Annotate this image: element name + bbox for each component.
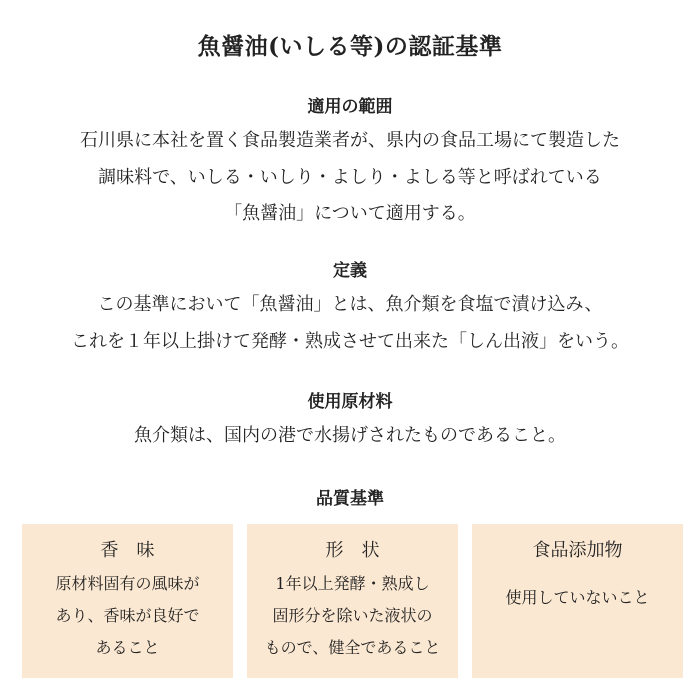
quality-box-line: 原材料固有の風味が bbox=[55, 574, 200, 593]
scope-text-line: 「魚醤油」について適用する。 bbox=[224, 203, 476, 224]
definition-text-line: これを１年以上掛けて発酵・熟成させて出来た「しん出液」をいう。 bbox=[71, 330, 629, 352]
quality-box-line: 固形分を除いた液状の bbox=[272, 606, 433, 625]
scope-text-line: 石川県に本社を置く食品製造業者が、県内の食品工場にて製造した bbox=[80, 130, 620, 151]
quality-box-body bbox=[472, 568, 683, 614]
quality-box-body bbox=[247, 568, 458, 664]
quality-box-flavor bbox=[22, 524, 233, 678]
quality-box-line: あり、香味が良好で bbox=[55, 606, 200, 625]
quality-box-body bbox=[22, 568, 233, 664]
scope-text-line: 調味料で、いしる・いしり・よしり・よしる等と呼ばれている bbox=[98, 166, 602, 188]
section-heading-scope: 適用の範囲 bbox=[307, 97, 393, 117]
quality-box-line: 使用していないこと bbox=[505, 588, 650, 607]
quality-box-line: もので、健全であること bbox=[264, 638, 441, 657]
section-definition bbox=[0, 258, 700, 360]
quality-box-line: 1年以上発酵・熟成し bbox=[275, 574, 430, 593]
section-scope bbox=[0, 94, 700, 233]
section-heading-definition: 定義 bbox=[333, 261, 367, 281]
quality-box-title: 形 状 bbox=[325, 540, 380, 561]
page-title: 魚醤油(いしる等)の認証基準 bbox=[197, 33, 503, 60]
quality-box-title: 香 味 bbox=[100, 540, 155, 561]
quality-box-line: あること bbox=[95, 638, 160, 657]
quality-heading: 品質基準 bbox=[316, 489, 384, 509]
definition-text-line: この基準において「魚醤油」とは、魚介類を食塩で漬け込み、 bbox=[97, 294, 603, 315]
section-heading-materials: 使用原材料 bbox=[307, 392, 393, 412]
quality-box-form bbox=[247, 524, 458, 678]
materials-text-line: 魚介類は、国内の港で水揚げされたものであること。 bbox=[134, 425, 566, 446]
quality-box-additives bbox=[472, 524, 683, 678]
section-materials bbox=[0, 389, 700, 455]
quality-box-title: 食品添加物 bbox=[532, 540, 623, 561]
